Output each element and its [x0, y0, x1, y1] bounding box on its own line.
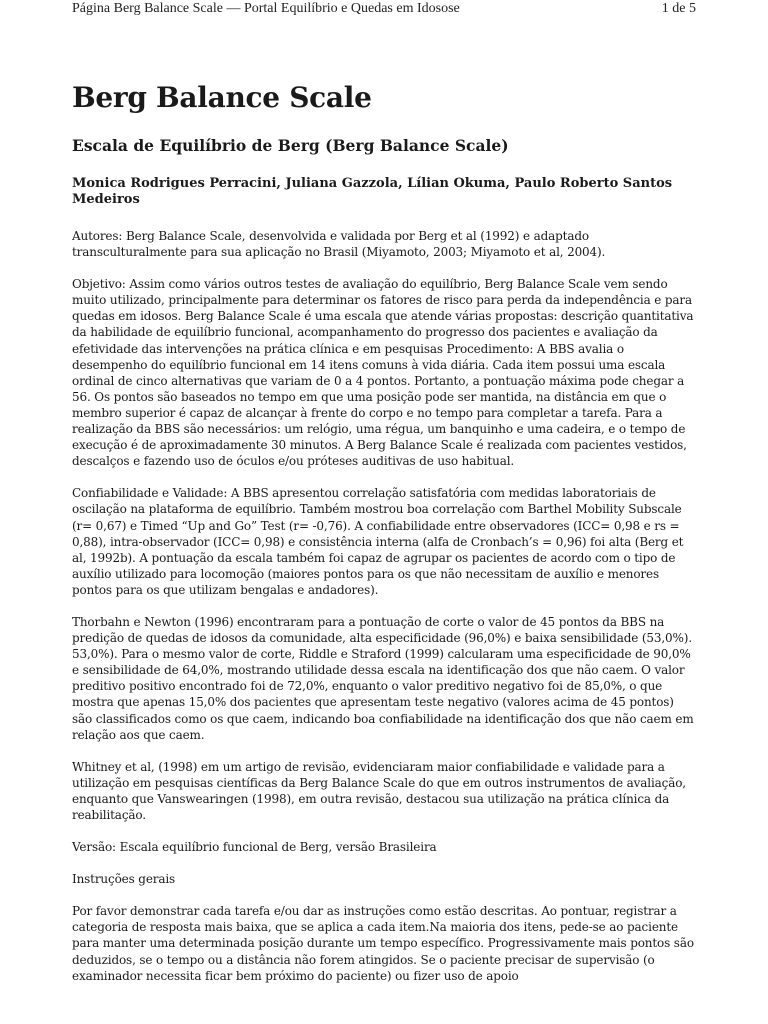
article-body — [72, 80, 696, 1000]
paragraph-autores: Autores: Berg Balance Scale, desenvolvida e validada por Berg et al (1992) e adaptado transculturalmente para sua aplicação no Brasil (Miyamoto, 2003; Miyamoto et al, 2004). — [72, 229, 606, 260]
paragraph-versao: Versão: Escala equilíbrio funcional de Berg, versão Brasileira — [72, 840, 437, 855]
article-title: Berg Balance Scale — [72, 81, 372, 114]
print-header — [0, 0, 768, 22]
paragraph-whitney: Whitney et al, (1998) em um artigo de revisão, evidenciaram maior confiabilidade e validade para a utilização em pesquisas científicas da Berg Balance Scale do que em outros instrumentos de avaliação, enquanto que Vanswearingen (1998), em outra revisão, destacou sua utilização na prática clínica da reabilitação. — [72, 759, 686, 822]
print-header-title: Página Berg Balance Scale — Portal Equilíbrio e Quedas em Idosose — [72, 1, 460, 16]
paragraph-confiabilidade: Confiabilidade e Validade: A BBS apresentou correlação satisfatória com medidas laboratoriais de oscilação na plataforma de equilíbrio. Também mostrou boa correlação com Barthel Mobility Subscale (r= 0,67) e Timed “Up and Go” Test (r= -0,76). A confiabilidade entre observadores (ICC= 0,98 e rs = 0,88), intra-observador (ICC= 0,98) e consistência interna (alfa de Cronbach’s = 0,96) foi alta (Berg et al, 1992b). A pontuação da escala também foi capaz de agrupar os pacientes de acordo com o tipo de auxílio utilizado para locomoção (maiores pontos para os que não necessitam de auxílio e menores pontos para os que utilizam bengalas e andadores). — [72, 486, 684, 597]
paragraph-instrucoes-heading: Instruções gerais — [72, 872, 176, 887]
paragraph-objetivo: Objetivo: Assim como vários outros testes de avaliação do equilíbrio, Berg Balance Scale vem sendo muito utilizado, principalmente para determinar os fatores de risco para perda da independência e para quedas em idosos. Berg Balance Scale é uma escala que atende várias propostas: descrição quantitativa da habilidade de equilíbrio funcional, acompanhamento do progresso dos pacientes e avaliação da efetividade das intervenções na prática clínica e em pesquisas Procedimento: A BBS avalia o desempenho do equilíbrio funcional em 14 itens comuns à vida diária. Cada item possui uma escala ordinal de cinco alternativas que variam de 0 a 4 pontos. Portanto, a pontuação máxima pode chegar a 56. Os pontos são baseados no tempo em que uma posição pode ser mantida, na distância em que o membro superior é capaz de alcançar à frente do corpo e no tempo para completar a tarefa. Para a realização da BBS são necessários: um relógio, uma régua, um banquinho e uma cadeira, e o tempo de execução é de aproximadamente 30 minutos. A Berg Balance Scale é realizada com pacientes vestidos, descalços e fazendo uso de óculos e/ou próteses auditivas de uso habitual. — [72, 277, 694, 469]
paragraph-thorbahn: Thorbahn e Newton (1996) encontraram para a pontuação de corte o valor de 45 pontos da BBS na predição de quedas de idosos da comunidade, alta especificidade (96,0%) e baixa sensibilidade (53,0%). 53,0%). Para o mesmo valor de corte, Riddle e Straford (1999) calcularam uma especificidade de 90,0% e sensibilidade de 64,0%, mostrando utilidade dessa escala na identificação dos que não caem. O valor preditivo positivo encontrado foi de 72,0%, enquanto o valor preditivo negativo foi de 85,0%, o que mostra que apenas 15,0% dos pacientes que apresentam teste negativo (valores acima de 45 pontos) são classificados como os que caem, indicando boa confiabilidade na identificação dos que não caem em relação aos que caem. — [72, 614, 694, 742]
article-subtitle: Escala de Equilíbrio de Berg (Berg Balance Scale) — [72, 136, 509, 155]
paragraph-instrucoes: Por favor demonstrar cada tarefa e/ou dar as instruções como estão descritas. Ao pontuar, registrar a categoria de resposta mais baixa, que se aplica a cada item.Na maioria dos itens, pede-se ao paciente para manter uma determinada posição durante um tempo específico. Progressivamente mais pontos são deduzidos, se o tempo ou a distância não forem atingidos. Se o paciente precisar de supervisão (o examinador necessita ficar bem próximo do paciente) ou fizer uso de apoio — [72, 904, 694, 983]
article-authors: Monica Rodrigues Perracini, Juliana Gazzola, Lílian Okuma, Paulo Roberto Santos Medeiros — [72, 176, 673, 207]
page-number: 1 de 5 — [661, 1, 696, 16]
